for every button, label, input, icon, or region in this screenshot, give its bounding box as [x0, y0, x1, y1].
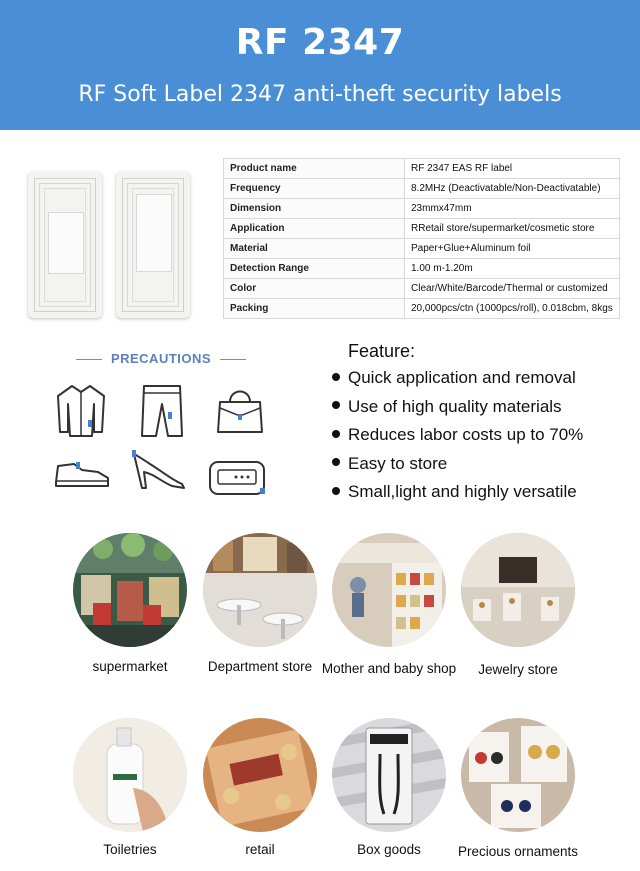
application-label: retail: [245, 842, 275, 857]
spec-value: 8.2MHz (Deactivatable/Non-Deactivatable): [405, 179, 620, 199]
spec-value: 23mmx47mm: [405, 199, 620, 219]
application-label: Toiletries: [103, 842, 157, 857]
handbag-icon: [214, 384, 266, 438]
bullet-icon: [332, 458, 340, 466]
supermarket-photo: [73, 533, 187, 647]
page-subtitle: RF Soft Label 2347 anti-theft security labels: [78, 82, 562, 107]
spec-value: RF 2347 EAS RF label: [405, 159, 620, 179]
spec-row: [224, 219, 620, 239]
spec-key: Product name: [224, 159, 405, 179]
spec-row: [224, 159, 620, 179]
spec-value: Paper+Glue+Aluminum foil: [405, 239, 620, 259]
application-label: Department store: [207, 659, 313, 674]
spec-key: Frequency: [224, 179, 405, 199]
spec-value: 1.00 m-1.20m: [405, 259, 620, 279]
spec-table: [223, 158, 620, 319]
precious-ornaments-photo: [461, 718, 575, 832]
bullet-icon: [332, 430, 340, 438]
mother-and-baby-shop-photo: [332, 533, 446, 647]
feature-item: Quick application and removal: [332, 368, 583, 397]
spec-row: [224, 199, 620, 219]
spec-key: Application: [224, 219, 405, 239]
spec-row: [224, 179, 620, 199]
feature-title: Feature:: [348, 341, 416, 361]
rf-label-back: [116, 172, 190, 318]
application-label: Jewelry store: [478, 662, 558, 677]
spec-value: Clear/White/Barcode/Thermal or customized: [405, 279, 620, 299]
spec-row: [224, 239, 620, 259]
feature-item: Reduces labor costs up to 70%: [332, 425, 583, 454]
spec-row: [224, 299, 620, 319]
spec-row: [224, 259, 620, 279]
spec-value: RRetail store/supermarket/cosmetic store: [405, 219, 620, 239]
toiletries-photo: [73, 718, 187, 832]
spec-key: Dimension: [224, 199, 405, 219]
rf-label-front: [28, 172, 102, 318]
bullet-icon: [332, 487, 340, 495]
precautions-title: PRECAUTIONS: [110, 351, 212, 366]
spec-key: Detection Range: [224, 259, 405, 279]
product-labels-image: [28, 172, 198, 318]
belt-icon: [206, 458, 268, 498]
application-label: supermarket: [92, 659, 168, 674]
feature-item: Easy to store: [332, 454, 583, 483]
header-banner: [0, 0, 640, 130]
spec-key: Material: [224, 239, 405, 259]
high-heel-icon: [128, 448, 188, 494]
application-label: Precious ornaments: [457, 844, 579, 859]
department-store-photo: [203, 533, 317, 647]
spec-key: Packing: [224, 299, 405, 319]
pants-icon: [138, 382, 186, 440]
shirt-icon: [52, 382, 110, 440]
feature-list: [332, 368, 583, 511]
application-label: Box goods: [357, 842, 421, 857]
spec-value: 20,000pcs/ctn (1000pcs/roll), 0.018cbm, 8kgs: [405, 299, 620, 319]
feature-item: Use of high quality materials: [332, 397, 583, 426]
precautions-heading: [76, 350, 246, 368]
bullet-icon: [332, 373, 340, 381]
spec-row: [224, 279, 620, 299]
page-title: RF 2347: [235, 22, 405, 63]
bullet-icon: [332, 401, 340, 409]
spec-key: Color: [224, 279, 405, 299]
retail-photo: [203, 718, 317, 832]
feature-item: Small,light and highly versatile: [332, 482, 583, 511]
box-goods-photo: [332, 718, 446, 832]
application-label: Mother and baby shop: [321, 661, 457, 676]
jewelry-store-photo: [461, 533, 575, 647]
sneaker-icon: [52, 452, 112, 492]
